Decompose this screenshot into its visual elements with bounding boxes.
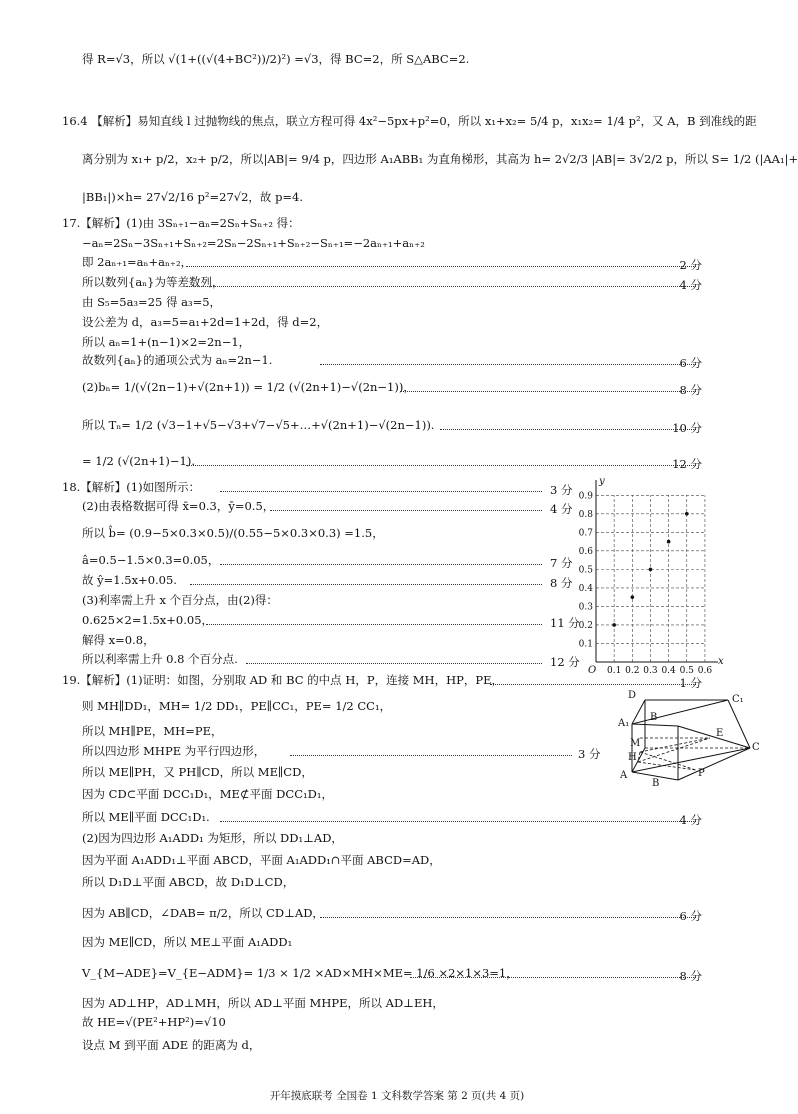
q18-line-2: (2)由表格数据可得 x̄=0.3，ȳ=0.5， [82, 499, 275, 513]
score-mark: 6 分 [679, 356, 702, 370]
vertex-label: P [698, 768, 705, 779]
origin-label: O [588, 665, 597, 676]
edge [678, 726, 750, 748]
data-point [685, 512, 689, 516]
dot-leader [440, 429, 696, 430]
edge [632, 748, 750, 772]
dot-leader [410, 977, 696, 978]
q18-line-5: 故 ŷ=1.5x+0.05. [82, 573, 177, 587]
q19-line-1: 19.【解析】(1)证明：如图，分别取 AD 和 BC 的中点 H，P，连接 MH，HP，PE， [62, 673, 503, 687]
q16-line-2: 离分别为 x₁+ p/2，x₂+ p/2，所以|AB|= 9/4 p，四边形 A₁ABB₁ 为直角梯形，其高为 h= 2√2/3 |AB|= 3√2/2 p，所以 S= 1/2 (|AA₁|+ [82, 152, 798, 166]
data-point [631, 595, 635, 599]
score-mark: 4 分 [550, 502, 573, 516]
y-tick-label: 0.3 [578, 602, 593, 613]
dot-leader [270, 510, 542, 511]
vertex-label: D [628, 690, 637, 701]
edge [728, 700, 750, 748]
score-mark: 2 分 [679, 258, 702, 272]
vertex-label: E [716, 728, 724, 739]
q19-line-5: 所以 ME∥PH，又 PH∥CD，所以 ME∥CD， [82, 765, 313, 779]
dot-leader [290, 755, 572, 756]
dot-leader [246, 663, 542, 664]
q18-line-1: 18.【解析】(1)如图所示： [62, 480, 201, 494]
solid-figure [618, 686, 758, 804]
dot-leader [186, 465, 696, 466]
x-tick-label: 0.5 [679, 666, 694, 676]
score-mark: 8 分 [679, 969, 702, 983]
score-mark: 1 分 [679, 676, 702, 690]
score-mark: 8 分 [550, 576, 573, 590]
score-mark: 4 分 [679, 278, 702, 292]
score-mark: 12 分 [550, 655, 580, 669]
edge [632, 724, 678, 726]
q18-line-9: 所以利率需上升 0.8 个百分点. [82, 652, 238, 666]
q19-line-11: 因为 AB∥CD，∠DAB= π/2，所以 CD⊥AD， [82, 906, 324, 920]
edge [632, 700, 728, 724]
dot-leader [220, 491, 542, 492]
x-tick-label: 0.3 [643, 666, 658, 676]
dot-leader [490, 684, 696, 685]
dot-leader [220, 564, 542, 565]
score-mark: 3 分 [578, 747, 601, 761]
y-tick-label: 0.8 [578, 509, 593, 520]
score-mark: 10 分 [672, 421, 702, 435]
data-point [667, 540, 671, 544]
x-tick-label: 0.4 [661, 666, 676, 676]
q19-line-4: 所以四边形 MHPE 为平行四边形， [82, 744, 266, 758]
data-point [612, 623, 616, 627]
q17-line-8: 故数列{aₙ}的通项公式为 aₙ=2n−1. [82, 353, 273, 367]
q19-line-7: 所以 ME∥平面 DCC₁D₁. [82, 810, 210, 824]
scatter-chart [574, 476, 724, 676]
vertex-label: H [628, 752, 637, 763]
dot-leader [186, 286, 696, 287]
score-mark: 12 分 [672, 457, 702, 471]
dot-leader [320, 364, 696, 365]
y-tick-label: 0.7 [578, 528, 593, 539]
vertex-label: M [630, 738, 641, 749]
q16-line-3: |BB₁|)×h= 27√2/16 p²=27√2，故 p=4. [82, 190, 304, 204]
q19-line-14: 因为 AD⊥HP，AD⊥MH，所以 AD⊥平面 MHPE，所以 AD⊥EH， [82, 996, 444, 1010]
q18-line-7: 0.625×2=1.5x+0.05， [82, 613, 214, 627]
edge [632, 700, 645, 724]
q17-line-11: = 1/2 (√(2n+1)−1). [82, 454, 196, 468]
q19-line-8: (2)因为四边形 A₁ADD₁ 为矩形，所以 DD₁⊥AD， [82, 831, 343, 845]
q17-line-7: 所以 aₙ=1+(n−1)×2=2n−1， [82, 335, 251, 349]
y-tick-label: 0.9 [578, 491, 593, 502]
y-tick-label: 0.4 [578, 583, 593, 594]
score-mark: 6 分 [679, 909, 702, 923]
vertex-label: B [650, 712, 658, 723]
q17-line-9: (2)bₙ= 1/(√(2n−1)+√(2n+1)) = 1/2 (√(2n+1)−√(2n−1))， [82, 380, 415, 394]
vertex-label: C [752, 742, 760, 753]
vertex-label: A₁ [618, 718, 630, 729]
q17-line-2: −aₙ=2Sₙ−3Sₙ₊₁+Sₙ₊₂=2Sₙ−2Sₙ₊₁+Sₙ₊₂−Sₙ₊₁=−2aₙ₊₁+aₙ₊₂ [82, 236, 425, 250]
x-tick-label: 0.6 [697, 666, 713, 676]
edge [678, 748, 750, 780]
dot-leader [190, 584, 542, 585]
vertex-label: B [652, 778, 660, 789]
score-mark: 4 分 [679, 813, 702, 827]
y-tick-label: 0.5 [578, 565, 593, 576]
q18-line-6: (3)利率需上升 x 个百分点，由(2)得： [82, 593, 278, 607]
dot-leader [320, 917, 696, 918]
vertex-label: C₁ [732, 694, 744, 705]
q16-line-1: 16.4 【解析】易知直线 l 过抛物线的焦点，联立方程可得 4x²−5px+p²=0，所以 x₁+x₂= 5/4 p，x₁x₂= 1/4 p²，又 A，B 到准线的距 [62, 114, 757, 128]
y-axis-label: y [599, 476, 605, 487]
q18-line-4: â=0.5−1.5×0.3=0.05， [82, 553, 220, 567]
vertex-label: A [620, 770, 628, 781]
q19-line-9: 因为平面 A₁ADD₁⊥平面 ABCD，平面 A₁ADD₁∩平面 ABCD=AD， [82, 853, 441, 867]
q19-line-2: 则 MH∥DD₁，MH= 1/2 DD₁，PE∥CC₁，PE= 1/2 CC₁， [82, 699, 392, 713]
q19-line-3: 所以 MH∥PE，MH=PE， [82, 724, 223, 738]
y-tick-label: 0.2 [578, 620, 593, 631]
q17-line-10: 所以 Tₙ= 1/2 (√3−1+√5−√3+√7−√5+…+√(2n+1)−√(2n−1)). [82, 418, 435, 432]
q19-line-16: 设点 M 到平面 ADE 的距离为 d， [82, 1038, 261, 1052]
x-tick-label: 0.2 [625, 666, 640, 676]
q19-line-12: 因为 ME∥CD，所以 ME⊥平面 A₁ADD₁ [82, 935, 293, 949]
q17-line-6: 设公差为 d，a₃=5=a₁+2d=1+2d，得 d=2， [82, 315, 329, 329]
data-point [649, 568, 653, 572]
q18-line-8: 解得 x=0.8， [82, 633, 155, 647]
dot-leader [220, 821, 696, 822]
dot-leader [206, 624, 542, 625]
score-mark: 7 分 [550, 556, 573, 570]
page-footer: 开年摸底联考 全国卷 1 文科数学答案 第 2 页(共 4 页) [269, 1090, 525, 1102]
q19-line-13: V_{M−ADE}=V_{E−ADM}= 1/3 × 1/2 ×AD×MH×ME= 1/6 ×2×1×3=1， [82, 966, 518, 980]
dot-leader [186, 266, 696, 267]
y-tick-label: 0.6 [578, 546, 593, 557]
score-mark: 8 分 [679, 383, 702, 397]
q19-line-15: 故 HE=√(PE²+HP²)=√10 [82, 1015, 226, 1029]
score-mark: 3 分 [550, 483, 573, 497]
q19-line-6: 因为 CD⊂平面 DCC₁D₁，ME⊄平面 DCC₁D₁， [82, 787, 333, 801]
line-r-result: 得 R=√3，所以 √(1+((√(4+BC²))/2)²) =√3，得 BC=2，所 S△ABC=2. [82, 52, 470, 66]
score-mark: 11 分 [550, 616, 580, 630]
q17-line-1: 17.【解析】(1)由 3Sₙ₊₁−aₙ=2Sₙ+Sₙ₊₂ 得： [62, 216, 300, 230]
y-tick-label: 0.1 [578, 639, 593, 650]
dot-leader [400, 391, 696, 392]
q19-line-10: 所以 D₁D⊥平面 ABCD，故 D₁D⊥CD， [82, 875, 295, 889]
q18-line-3: 所以 b̂= (0.9−5×0.3×0.5)/(0.55−5×0.3×0.3) =1.5， [82, 526, 384, 540]
x-axis-label: x [718, 656, 724, 667]
q17-line-4: 所以数列{aₙ}为等差数列， [82, 275, 224, 289]
x-tick-label: 0.1 [606, 666, 622, 676]
q17-line-5: 由 S₅=5a₃=25 得 a₃=5， [82, 295, 222, 309]
q17-line-3: 即 2aₙ₊₁=aₙ+aₙ₊₂， [82, 255, 193, 269]
hidden-edge [640, 738, 710, 752]
